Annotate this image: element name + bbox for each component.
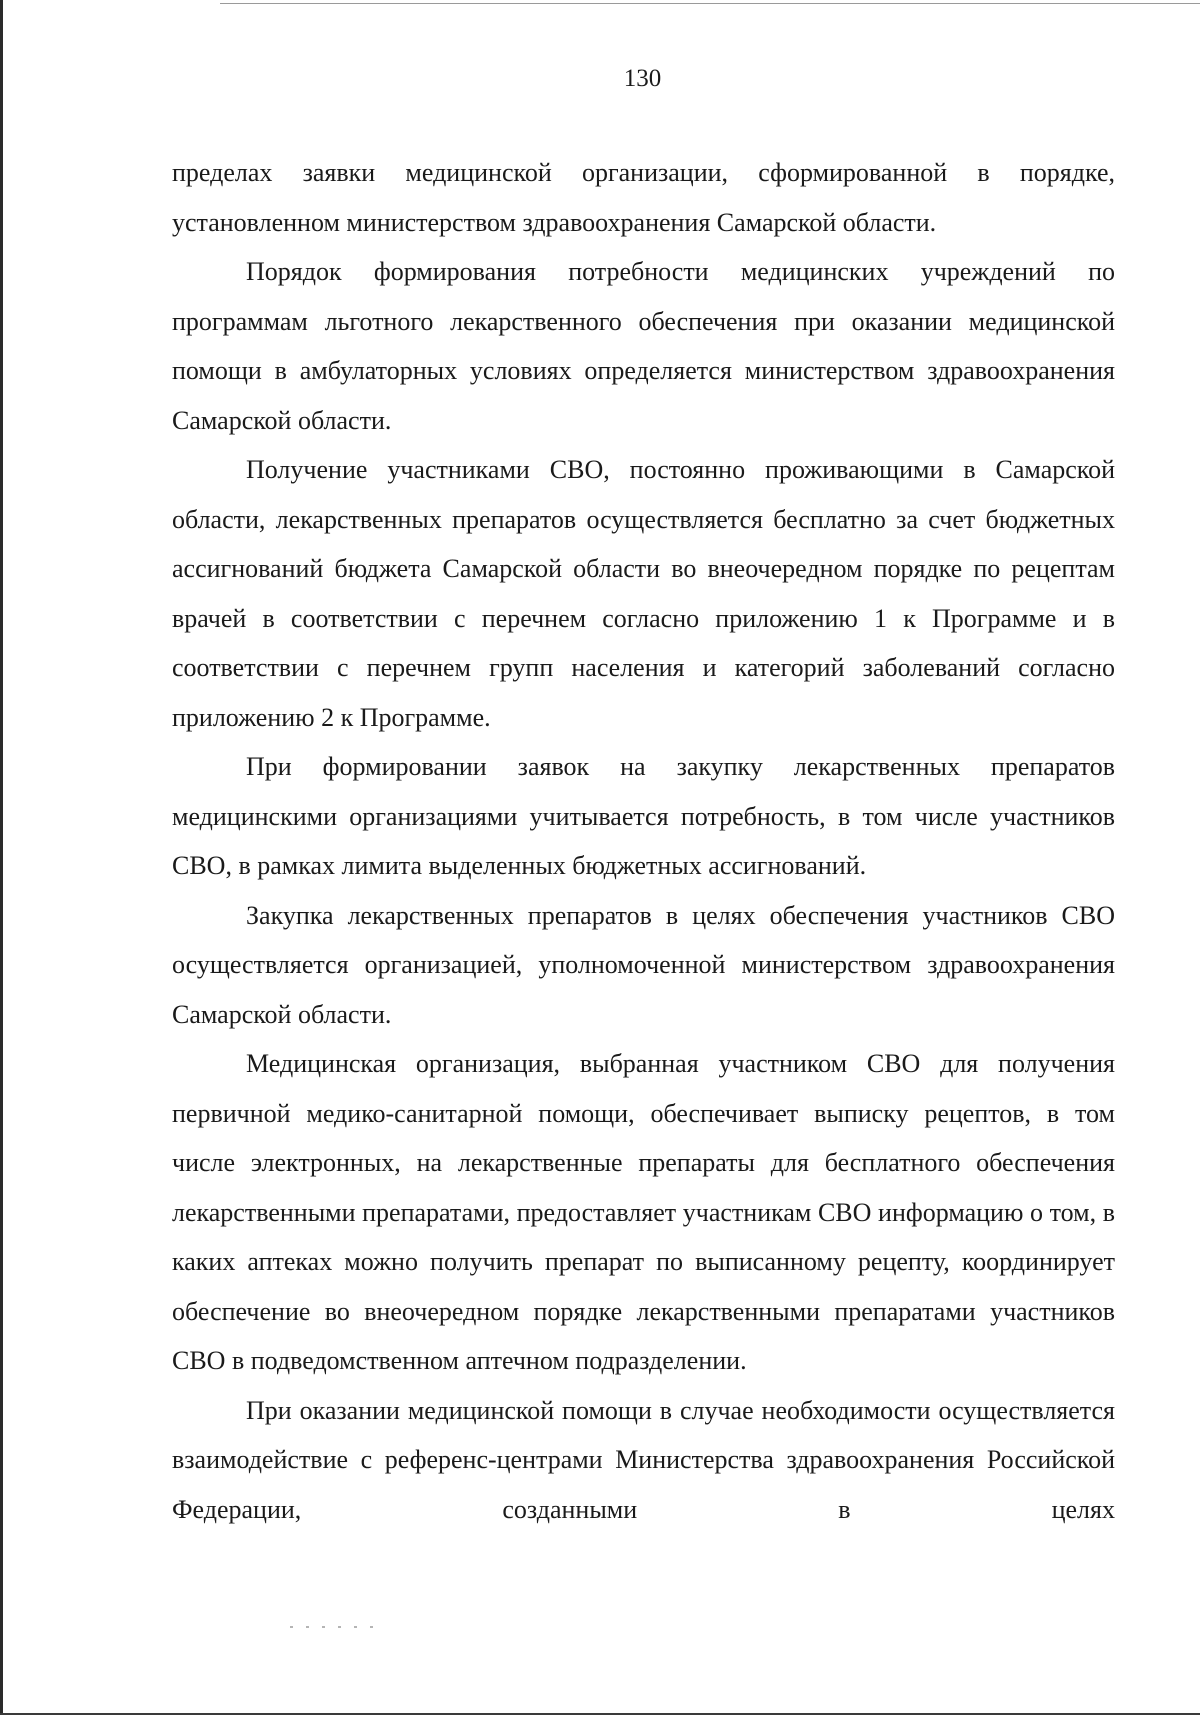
paragraph-reference-centers: При оказании медицинской помощи в случае необходимости осуществляется взаимодействие с референс-центрами Министерства здравоохранения Российской Федерации, созданными в целях [172, 1395, 1115, 1524]
scan-border-left [0, 0, 3, 1715]
scan-border-top [220, 3, 1200, 4]
page-number: 130 [623, 65, 662, 92]
document-body [172, 148, 1115, 1534]
paragraph-continuation: пределах заявки медицинской организации, сформированной в порядке, установленном министерством здравоохранения Самарской области. [172, 158, 1115, 237]
paragraph-medical-organization-duties: Медицинская организация, выбранная участником СВО для получения первичной медико-санитарной помощи, обеспечивает выписку рецептов, в том числе электронных, на лекарственные препараты для бесплатного обеспечения лекарственными препаратами, предоставляет участникам СВО информацию о том, в каких аптеках можно получить препарат по выписанному рецепту, координирует обеспечение во внеочередном порядке лекарственными препаратами участников СВО в подведомственном аптечном подразделении. [172, 1049, 1115, 1375]
paragraph-procurement-requests: При формировании заявок на закупку лекарственных препаратов медицинскими организациями учитывается потребность, в том числе участников СВО, в рамках лимита выделенных бюджетных ассигнований. [172, 752, 1115, 880]
paragraph-svo-free-medicines: Получение участниками СВО, постоянно проживающими в Самарской области, лекарственных препаратов осуществляется бесплатно за счет бюджетных ассигнований бюджета Самарской области во внеочередном порядке по рецептам врачей в соответствии с перечнем согласно приложению 1 к Программе и в соответствии с перечнем групп населения и категорий заболеваний согласно приложению 2 к Программе. [172, 455, 1115, 732]
paragraph-procurement-organization: Закупка лекарственных препаратов в целях обеспечения участников СВО осуществляется организацией, уполномоченной министерством здравоохранения Самарской области. [172, 900, 1115, 1029]
paragraph-needs-formation: Порядок формирования потребности медицинских учреждений по программам льготного лекарственного обеспечения при оказании медицинской помощи в амбулаторных условиях определяется министерством здравоохранения Самарской области. [172, 257, 1115, 435]
scan-artifact-dots [290, 1626, 380, 1628]
